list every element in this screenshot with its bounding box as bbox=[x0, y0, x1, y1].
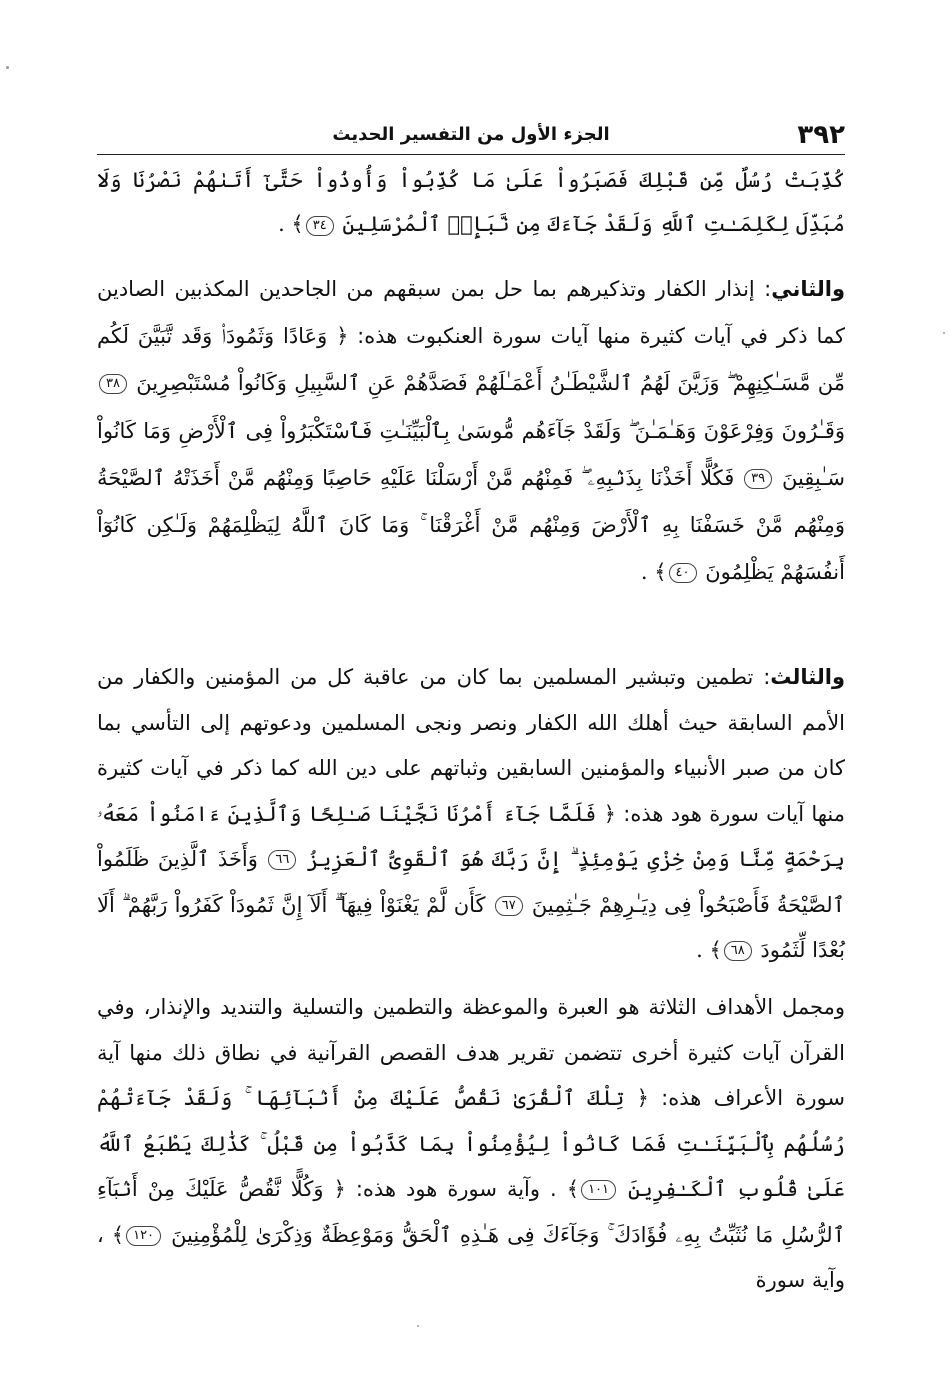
scan-speck bbox=[417, 1325, 419, 1327]
page-number: ٣٩٢ bbox=[797, 120, 845, 150]
paragraph-text: ﴾ . وآية سورة هود هذه: bbox=[355, 1177, 580, 1201]
ayah-number-marker: ١٠١ bbox=[581, 1180, 616, 1200]
quran-verse: كُذِّبَتْ رُسُلٌ مِّن قَبْلِكَ فَصَبَرُواْ عَلَىٰ مَا كُذِّبُواْ وَأُوذُواْ حَتَّىٰٓ أَتَىٰهُمْ نَصْرُنَا وَلَا مُبَدِّلَ لِكَلِمَـٰتِ ٱللَّهِ وَلَقَدْ جَآءَكَ مِن نَّبَإِى۟ ٱلْمُرْسَلِينَ bbox=[97, 168, 845, 236]
closing-bracket: ﴾ . bbox=[278, 212, 304, 236]
ayah-number-marker: ٦٦ bbox=[268, 850, 296, 870]
ayah-number-marker: ٦٨ bbox=[724, 941, 752, 961]
ayah-number-marker: ٣٩ bbox=[744, 469, 772, 489]
quran-verse: فَلَمَّا جَآءَ أَمْرُنَا نَجَّيْنَا صَـٰلِحًا وَٱلَّذِينَ ءَامَنُواْ مَعَهُۥ بِرَحْمَةٍ مِّنَّا وَمِنْ خِزْىِ يَوْمِئِذٍ ۗ إِنَّ رَبَّكَ هُوَ ٱلْقَوِىُّ ٱلْعَزِيزُ bbox=[97, 801, 845, 871]
closing-bracket: ﴾ . bbox=[696, 938, 722, 962]
page-header bbox=[97, 118, 845, 154]
quran-verse: فَكُلًّا أَخَذْنَا بِذَنۢبِهِۦ ۖ فَمِنْهُم مَّنْ أَرْسَلْنَا عَلَيْهِ حَاصِبًا وَمِنْهُم مَّنْ أَخَذَتْهُ ٱلصَّيْحَةُ وَمِنْهُم مَّنْ خَسَفْنَا بِهِ ٱلْأَرْضَ وَمِنْهُم مَّنْ أَغْرَقْنَا ۚ وَمَا كَانَ ٱللَّهُ لِيَظْلِمَهُمْ وَلَـٰكِن كَانُوٓاْ أَنفُسَهُمْ يَظْلِمُونَ bbox=[97, 465, 845, 585]
quran-verse: وَقَـٰرُونَ وَفِرْعَوْنَ وَهَـٰمَـٰنَ ۖ وَلَقَدْ جَآءَهُم مُّوسَىٰ بِٱلْبَيِّنَـٰتِ فَٱسْتَكْبَرُواْ فِى ٱلْأَرْضِ وَمَا كَانُواْ سَـٰبِقِينَ bbox=[97, 418, 845, 490]
opening-bracket: ﴿ bbox=[333, 1177, 346, 1201]
paragraph-lead: والثالث bbox=[770, 665, 845, 689]
opening-bracket: ﴿ bbox=[336, 324, 349, 349]
quran-verse: وَكُلًّا نَّقُصُّ عَلَيْكَ مِنْ أَنۢبَآءِ ٱلرُّسُلِ مَا نُثَبِّتُ بِهِۦ فُؤَادَكَ ۚ وَجَآءَكَ فِى هَـٰذِهِ ٱلْحَقُّ وَمَوْعِظَةٌ وَذِكْرَىٰ لِلْمُؤْمِنِينَ bbox=[97, 1177, 845, 1247]
ayah-number-marker: ٦٧ bbox=[495, 896, 523, 916]
paragraph-lead: والثاني bbox=[771, 277, 845, 301]
scan-speck bbox=[6, 66, 9, 69]
opening-bracket: ﴿ bbox=[603, 801, 616, 826]
opening-bracket: ﴿ bbox=[636, 1086, 649, 1110]
ayah-number-marker: ٣٤ bbox=[306, 216, 334, 236]
ayah-number-marker: ٤٠ bbox=[669, 563, 697, 583]
ayah-number-marker: ١٢٠ bbox=[126, 1226, 161, 1246]
paragraph-text: ﴾ ، وآية سورة bbox=[97, 1222, 845, 1292]
scan-speck bbox=[943, 332, 945, 334]
quran-verse: تِلْكَ ٱلْقُرَىٰ نَقُصُّ عَلَيْكَ مِنْ أَنۢبَآئِهَا ۚ وَلَقَدْ جَآءَتْهُمْ رُسُلُهُم بِٱلْبَيِّنَـٰتِ فَمَا كَانُواْ لِيُؤْمِنُواْ بِمَا كَذَّبُواْ مِن قَبْلُ ۚ كَذَٰلِكَ يَطْبَعُ ٱللَّهُ عَلَىٰ قُلُوبِ ٱلْكَـٰفِرِينَ bbox=[97, 1086, 845, 1201]
paragraph-third bbox=[97, 655, 845, 974]
running-title: الجزء الأول من التفسير الحديث bbox=[332, 124, 610, 145]
paragraph-fourth bbox=[97, 985, 845, 1304]
quran-verse: وَعَادًا وَثَمُودَا۟ وَقَد تَّبَيَّنَ لَكُم مِّن مَّسَـٰكِنِهِمْ ۖ وَزَيَّنَ لَهُمُ ٱلشَّيْطَـٰنُ أَعْمَـٰلَهُمْ فَصَدَّهُمْ عَنِ ٱلسَّبِيلِ وَكَانُواْ مُسْتَبْصِرِينَ bbox=[97, 324, 845, 396]
verse-block-top bbox=[97, 158, 845, 246]
ayah-number-marker: ٣٨ bbox=[99, 374, 127, 394]
quran-verse: كَأَن لَّمْ يَغْنَوْاْ فِيهَآ ۗ أَلَآ إِنَّ ثَمُودَاْ كَفَرُواْ رَبَّهُمْ ۗ أَلَا بُعْدًا لِّثَمُودَ bbox=[97, 892, 845, 962]
quran-verse: وَأَخَذَ ٱلَّذِينَ ظَلَمُواْ ٱلصَّيْحَةُ فَأَصْبَحُواْ فِى دِيَـٰرِهِمْ جَـٰثِمِينَ bbox=[97, 847, 845, 917]
closing-bracket: ﴾ . bbox=[640, 560, 667, 585]
paragraph-text: : إنذار الكفار وتذكيرهم بما حل بمن سبقهم من الجاحدين المكذبين الصادين كما ذكر في آيات كثيرة منها آيات سورة العنكبوت هذه: bbox=[97, 277, 845, 349]
paragraph-text: ومجمل الأهداف الثلاثة هو العبرة والموعظة والتطمين والتسلية والتنديد والإنذار، وفي القرآن آيات كثيرة أخرى تتضمن تقرير هدف القصص القرآنية في نطاق ذلك منها آية سورة الأعراف هذه: bbox=[97, 995, 845, 1110]
paragraph-second bbox=[97, 266, 845, 596]
paragraph-text: : تطمين وتبشير المسلمين بما كان من عاقبة كل من المؤمنين والكفار من الأمم السابقة حيث أهلك الله الكفار ونصر ونجى المسلمين ودعوتهم إلى التأسي بما كان من صبر الأنبياء والمؤمنين السابقين وثباتهم على دين الله كما ذكر في آيات كثيرة منها آيات سورة هود هذه: bbox=[97, 665, 845, 826]
header-divider bbox=[97, 154, 845, 155]
